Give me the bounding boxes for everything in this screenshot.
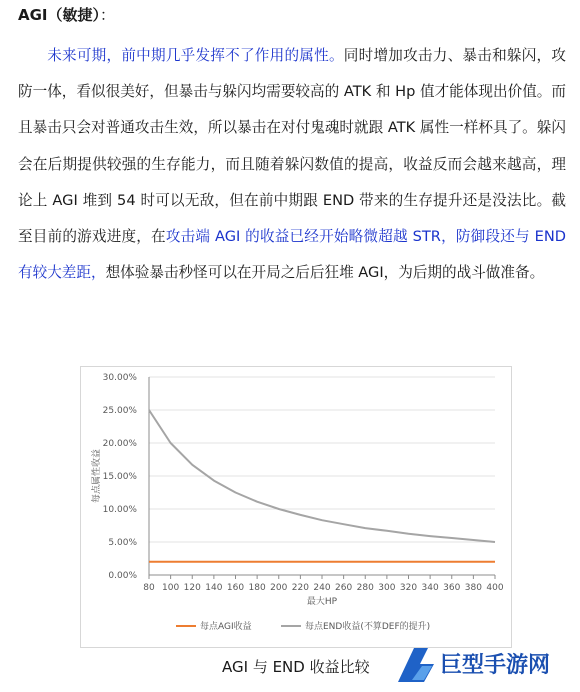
y-tick-label: 30.00%: [102, 373, 137, 383]
paragraph-text-1: 同时增加攻击力、暴击和躲闪，攻防一体，看似很美好，但暴击与躲闪均需要较高的 ATK 和 Hp 值才能体现出价值。而且暴击只会对普通攻击生效，所以暴击在对付鬼魂时就跟 ATK 属性一样杯具了。躲闪会在后期提供较强的生存能力，而且随着躲闪数值的提高，收益反而会越来越高，理论上 AGI 堆到 54 时可以无敌，但在前中期跟 END 带来的生存提升还是没法比。截至目前的游戏进度，在: [18, 47, 566, 246]
legend-label: 每点END收益(不算DEF的提升): [305, 622, 431, 632]
chart-figure: [80, 366, 512, 648]
logo-mark-icon: [398, 648, 434, 682]
y-tick-label: 5.00%: [108, 538, 137, 548]
y-tick-label: 15.00%: [102, 472, 137, 482]
x-tick-label: 180: [248, 583, 266, 593]
x-tick-label: 100: [162, 583, 180, 593]
x-axis-label: 最大HP: [306, 597, 338, 607]
section-heading: [18, 4, 115, 25]
x-tick-label: 140: [205, 583, 223, 593]
x-tick-label: 160: [226, 583, 245, 593]
body-paragraph: [18, 38, 566, 291]
paragraph-text-2: 想体验暴击秒怪可以在开局之后后狂堆 AGI，为后期的战斗做准备。: [105, 264, 545, 282]
x-tick-label: 280: [356, 583, 374, 593]
x-tick-label: 320: [399, 583, 418, 593]
figure-caption: AGI 与 END 收益比较: [222, 658, 370, 676]
x-tick-label: 360: [443, 583, 461, 593]
x-tick-label: 340: [421, 583, 439, 593]
heading-colon: ：: [100, 6, 116, 24]
y-tick-label: 0.00%: [108, 571, 137, 581]
y-axis-label: 每点属性收益: [92, 448, 102, 504]
watermark-text: 巨型手游网: [440, 653, 551, 678]
x-tick-label: 260: [335, 583, 353, 593]
legend-label: 每点AGI收益: [200, 622, 252, 632]
x-tick-label: 240: [313, 583, 331, 593]
site-watermark-logo: [394, 642, 574, 686]
x-tick-label: 120: [183, 583, 201, 593]
x-tick-label: 400: [486, 583, 504, 593]
highlight-text-2: 攻击端 AGI 的收益已经开始略微超越 STR，防御段还与 END 有较大差距，: [18, 228, 566, 282]
highlight-text-1: 未来可期，前中期几乎发挥不了作用的属性。: [47, 47, 344, 64]
y-tick-label: 10.00%: [102, 505, 137, 515]
x-tick-label: 220: [291, 583, 309, 593]
x-tick-label: 380: [464, 583, 482, 593]
y-tick-label: 25.00%: [102, 406, 137, 416]
x-tick-label: 200: [270, 583, 288, 593]
x-tick-label: 300: [378, 583, 396, 593]
line-chart: [81, 367, 511, 647]
y-tick-label: 20.00%: [102, 439, 137, 449]
x-tick-label: 80: [143, 583, 155, 593]
heading-title: AGI（敏捷）: [18, 6, 101, 24]
